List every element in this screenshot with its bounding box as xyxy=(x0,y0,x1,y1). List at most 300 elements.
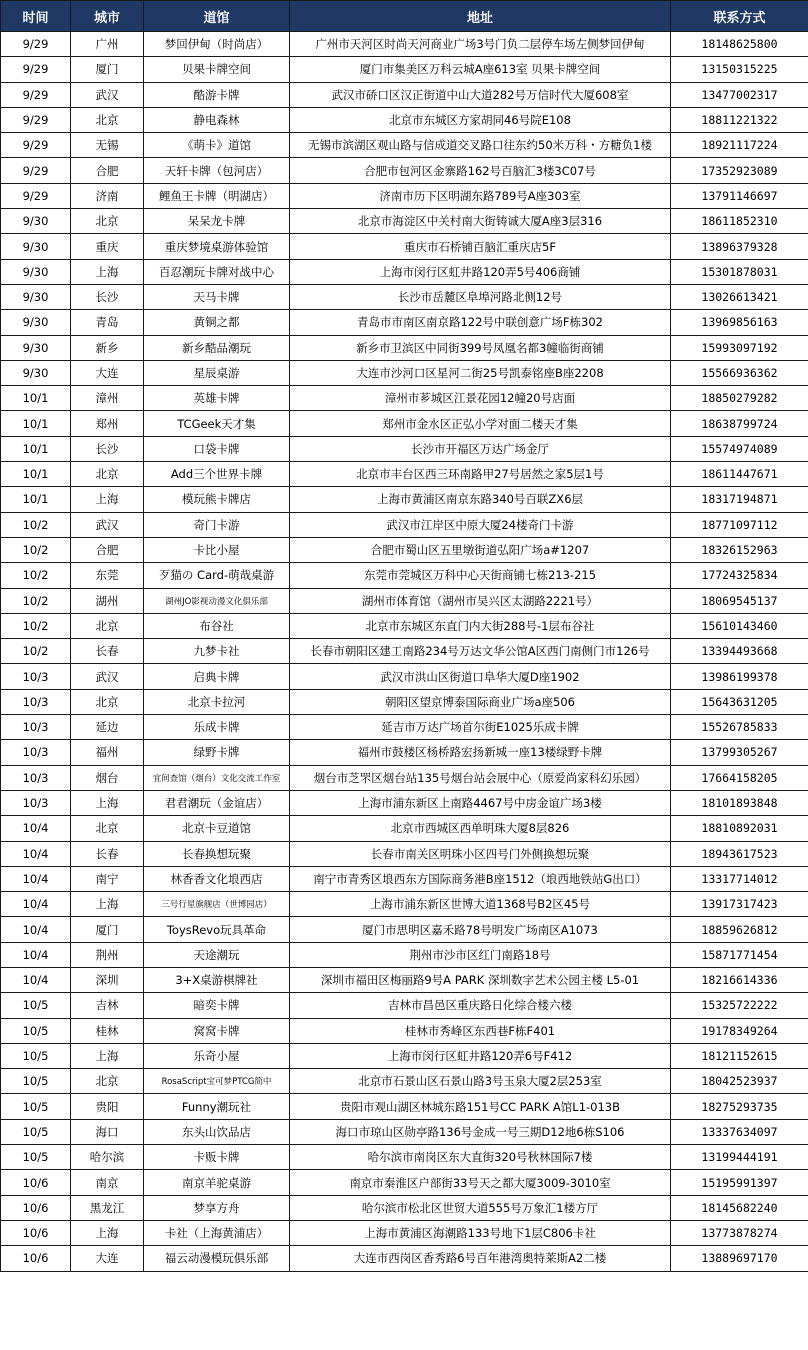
cell-date: 9/29 xyxy=(1,32,71,57)
cell-city: 武汉 xyxy=(71,512,144,537)
table-row xyxy=(1,1195,808,1220)
cell-phone: 18921117224 xyxy=(671,133,808,158)
cell-date: 10/6 xyxy=(1,1170,71,1195)
table-row xyxy=(1,436,808,461)
table-row xyxy=(1,462,808,487)
table-row xyxy=(1,1145,808,1170)
cell-venue: 三号行星旗舰店（世博园店） xyxy=(144,892,290,917)
cell-address: 长沙市岳麓区阜埠河路北侧12号 xyxy=(290,284,671,309)
header-address: 地址 xyxy=(290,1,671,32)
cell-city: 北京 xyxy=(71,107,144,132)
table-row xyxy=(1,841,808,866)
cell-address: 合肥市蜀山区五里墩街道弘阳广场a#1207 xyxy=(290,537,671,562)
cell-address: 荆州市沙市区红门南路18号 xyxy=(290,942,671,967)
cell-city: 合肥 xyxy=(71,537,144,562)
cell-phone: 13773878274 xyxy=(671,1220,808,1245)
cell-phone: 18810892031 xyxy=(671,816,808,841)
cell-venue: 重庆梦境桌游体验馆 xyxy=(144,234,290,259)
cell-phone: 13150315225 xyxy=(671,57,808,82)
cell-venue: 天途潮玩 xyxy=(144,942,290,967)
cell-phone: 15566936362 xyxy=(671,360,808,385)
header-date: 时间 xyxy=(1,1,71,32)
table-row xyxy=(1,158,808,183)
cell-city: 北京 xyxy=(71,209,144,234)
cell-address: 深圳市福田区梅丽路9号A PARK 深圳数字艺术公园主楼 L5-01 xyxy=(290,967,671,992)
cell-venue: 天轩卡牌（包河店） xyxy=(144,158,290,183)
cell-phone: 13477002317 xyxy=(671,82,808,107)
table-row xyxy=(1,537,808,562)
cell-city: 北京 xyxy=(71,462,144,487)
cell-date: 10/2 xyxy=(1,537,71,562)
table-row xyxy=(1,234,808,259)
table-row xyxy=(1,1043,808,1068)
cell-date: 9/29 xyxy=(1,183,71,208)
cell-city: 厦门 xyxy=(71,57,144,82)
cell-city: 海口 xyxy=(71,1119,144,1144)
table-row xyxy=(1,866,808,891)
cell-phone: 18148625800 xyxy=(671,32,808,57)
cell-date: 10/5 xyxy=(1,1119,71,1144)
table-row xyxy=(1,613,808,638)
cell-address: 武汉市硚口区汉正街道中山大道282号万信时代大厦608室 xyxy=(290,82,671,107)
cell-phone: 17352923089 xyxy=(671,158,808,183)
cell-address: 北京市丰台区西三环南路甲27号居然之家5层1号 xyxy=(290,462,671,487)
cell-city: 武汉 xyxy=(71,82,144,107)
cell-date: 10/3 xyxy=(1,790,71,815)
cell-phone: 18638799724 xyxy=(671,411,808,436)
table-row xyxy=(1,942,808,967)
header-city: 城市 xyxy=(71,1,144,32)
cell-venue: Funny潮玩社 xyxy=(144,1094,290,1119)
table-row xyxy=(1,740,808,765)
cell-phone: 19178349264 xyxy=(671,1018,808,1043)
cell-city: 长沙 xyxy=(71,436,144,461)
cell-phone: 18069545137 xyxy=(671,588,808,613)
cell-city: 桂林 xyxy=(71,1018,144,1043)
cell-venue: 九梦卡社 xyxy=(144,639,290,664)
cell-city: 深圳 xyxy=(71,967,144,992)
cell-venue: 星辰桌游 xyxy=(144,360,290,385)
table-body xyxy=(1,32,808,1272)
cell-venue: 暗奕卡牌 xyxy=(144,993,290,1018)
cell-date: 10/3 xyxy=(1,664,71,689)
cell-date: 9/29 xyxy=(1,107,71,132)
cell-date: 9/30 xyxy=(1,284,71,309)
cell-date: 9/29 xyxy=(1,158,71,183)
cell-city: 北京 xyxy=(71,816,144,841)
cell-phone: 15610143460 xyxy=(671,613,808,638)
cell-venue: ToysRevo玩具革命 xyxy=(144,917,290,942)
cell-address: 北京市西城区西单明珠大厦8层826 xyxy=(290,816,671,841)
cell-phone: 13394493668 xyxy=(671,639,808,664)
cell-address: 青岛市市南区南京路122号中联创意广场F栋302 xyxy=(290,310,671,335)
table-row xyxy=(1,1246,808,1271)
cell-venue: 乐成卡牌 xyxy=(144,715,290,740)
table-row xyxy=(1,335,808,360)
table-row xyxy=(1,563,808,588)
cell-date: 9/29 xyxy=(1,133,71,158)
cell-date: 9/29 xyxy=(1,82,71,107)
cell-phone: 18850279282 xyxy=(671,386,808,411)
cell-date: 10/4 xyxy=(1,942,71,967)
cell-date: 10/5 xyxy=(1,1018,71,1043)
cell-address: 北京市石景山区石景山路3号玉泉大厦2层253室 xyxy=(290,1069,671,1094)
cell-phone: 13917317423 xyxy=(671,892,808,917)
cell-address: 漳州市芗城区江景花园12幢20号店面 xyxy=(290,386,671,411)
header-row xyxy=(1,1,808,32)
cell-phone: 13791146697 xyxy=(671,183,808,208)
cell-address: 重庆市石桥铺百脑汇重庆店5F xyxy=(290,234,671,259)
cell-venue: 布谷社 xyxy=(144,613,290,638)
table-row xyxy=(1,284,808,309)
cell-city: 上海 xyxy=(71,487,144,512)
cell-date: 10/4 xyxy=(1,917,71,942)
cell-address: 厦门市思明区嘉禾路78号明发广场南区A1073 xyxy=(290,917,671,942)
cell-phone: 13969856163 xyxy=(671,310,808,335)
cell-phone: 15325722222 xyxy=(671,993,808,1018)
table-row xyxy=(1,1119,808,1144)
cell-venue: RosaScript宝可梦PTCG简中 xyxy=(144,1069,290,1094)
cell-address: 长春市朝阳区建工南路234号万达文华公馆A区西门南侧门市126号 xyxy=(290,639,671,664)
cell-venue: 卡贩卡牌 xyxy=(144,1145,290,1170)
cell-venue: 歹猫の Card-萌哉桌游 xyxy=(144,563,290,588)
cell-venue: 梦享方舟 xyxy=(144,1195,290,1220)
cell-city: 重庆 xyxy=(71,234,144,259)
cell-city: 合肥 xyxy=(71,158,144,183)
cell-phone: 15993097192 xyxy=(671,335,808,360)
table-row xyxy=(1,360,808,385)
cell-phone: 13889697170 xyxy=(671,1246,808,1271)
cell-date: 10/5 xyxy=(1,1145,71,1170)
cell-address: 广州市天河区时尚天河商业广场3号门负二层停车场左侧梦回伊甸 xyxy=(290,32,671,57)
cell-address: 上海市浦东新区上南路4467号中房金谊广场3楼 xyxy=(290,790,671,815)
cell-date: 10/6 xyxy=(1,1195,71,1220)
cell-date: 10/5 xyxy=(1,993,71,1018)
cell-city: 长沙 xyxy=(71,284,144,309)
table-row xyxy=(1,82,808,107)
cell-city: 上海 xyxy=(71,790,144,815)
cell-venue: 呆呆龙卡牌 xyxy=(144,209,290,234)
cell-venue: TCGeek天才集 xyxy=(144,411,290,436)
cell-address: 上海市闵行区虹井路120弄6号F412 xyxy=(290,1043,671,1068)
cell-phone: 18101893848 xyxy=(671,790,808,815)
cell-venue: 湖州JO影视动漫文化俱乐部 xyxy=(144,588,290,613)
cell-venue: 梦回伊甸（时尚店） xyxy=(144,32,290,57)
cell-phone: 18943617523 xyxy=(671,841,808,866)
cell-city: 大连 xyxy=(71,1246,144,1271)
cell-date: 10/4 xyxy=(1,866,71,891)
cell-address: 新乡市卫滨区中同街399号凤凰名都3幢临街商铺 xyxy=(290,335,671,360)
cell-phone: 15871771454 xyxy=(671,942,808,967)
cell-address: 武汉市江岸区中原大厦24楼奇门卡游 xyxy=(290,512,671,537)
cell-date: 10/1 xyxy=(1,436,71,461)
cell-venue: 绿野卡牌 xyxy=(144,740,290,765)
cell-date: 10/6 xyxy=(1,1220,71,1245)
cell-venue: 启典卡牌 xyxy=(144,664,290,689)
cell-venue: 《萌卡》道馆 xyxy=(144,133,290,158)
cell-address: 长沙市开福区万达广场金厅 xyxy=(290,436,671,461)
cell-city: 郑州 xyxy=(71,411,144,436)
cell-venue: 乐奇小屋 xyxy=(144,1043,290,1068)
table-row xyxy=(1,993,808,1018)
cell-address: 南京市秦淮区户部街33号天之都大厦3009-3010室 xyxy=(290,1170,671,1195)
cell-venue: 口袋卡牌 xyxy=(144,436,290,461)
cell-venue: 百忍潮玩卡牌对战中心 xyxy=(144,259,290,284)
cell-city: 长春 xyxy=(71,639,144,664)
cell-city: 上海 xyxy=(71,892,144,917)
cell-venue: 新乡酷品潮玩 xyxy=(144,335,290,360)
cell-address: 济南市历下区明湖东路789号A座303室 xyxy=(290,183,671,208)
cell-date: 10/3 xyxy=(1,740,71,765)
cell-address: 大连市沙河口区星河二街25号凯泰铭座B座2208 xyxy=(290,360,671,385)
cell-phone: 18042523937 xyxy=(671,1069,808,1094)
table-row xyxy=(1,790,808,815)
cell-phone: 17664158205 xyxy=(671,765,808,790)
table-row xyxy=(1,411,808,436)
cell-date: 10/4 xyxy=(1,967,71,992)
cell-city: 广州 xyxy=(71,32,144,57)
cell-city: 北京 xyxy=(71,613,144,638)
table-row xyxy=(1,57,808,82)
header-venue: 道馆 xyxy=(144,1,290,32)
cell-city: 北京 xyxy=(71,1069,144,1094)
cell-date: 10/1 xyxy=(1,462,71,487)
cell-date: 10/4 xyxy=(1,892,71,917)
cell-phone: 13317714012 xyxy=(671,866,808,891)
cell-address: 湖州市体育馆（湖州市吴兴区太湖路2221号） xyxy=(290,588,671,613)
cell-venue: 林香香文化埌西店 xyxy=(144,866,290,891)
cell-venue: 鲤鱼王卡牌（明湖店） xyxy=(144,183,290,208)
cell-venue: 南京羊驼桌游 xyxy=(144,1170,290,1195)
table-row xyxy=(1,1220,808,1245)
cell-address: 朝阳区望京博泰国际商业广场a座506 xyxy=(290,689,671,714)
cell-city: 长春 xyxy=(71,841,144,866)
table-row xyxy=(1,917,808,942)
cell-venue: 卡比小屋 xyxy=(144,537,290,562)
cell-date: 10/1 xyxy=(1,487,71,512)
cell-venue: 北京卡拉河 xyxy=(144,689,290,714)
cell-address: 东莞市莞城区万科中心天街商铺七栋213-215 xyxy=(290,563,671,588)
cell-address: 武汉市洪山区街道口阜华大厦D座1902 xyxy=(290,664,671,689)
cell-phone: 17724325834 xyxy=(671,563,808,588)
cell-phone: 18811221322 xyxy=(671,107,808,132)
cell-city: 厦门 xyxy=(71,917,144,942)
cell-address: 上海市黄浦区南京东路340号百联ZX6层 xyxy=(290,487,671,512)
cell-city: 上海 xyxy=(71,1220,144,1245)
cell-venue: 静电森林 xyxy=(144,107,290,132)
cell-date: 9/30 xyxy=(1,234,71,259)
cell-phone: 18859626812 xyxy=(671,917,808,942)
cell-city: 上海 xyxy=(71,259,144,284)
cell-phone: 13799305267 xyxy=(671,740,808,765)
cell-address: 南宁市青秀区埌西东方国际商务港B座1512（埌西地铁站G出口） xyxy=(290,866,671,891)
table-row xyxy=(1,1018,808,1043)
cell-venue: 北京卡豆道馆 xyxy=(144,816,290,841)
cell-city: 东莞 xyxy=(71,563,144,588)
cell-address: 北京市东城区方家胡同46号院E108 xyxy=(290,107,671,132)
cell-address: 上海市浦东新区世博大道1368号B2区45号 xyxy=(290,892,671,917)
cell-venue: 东头山饮品店 xyxy=(144,1119,290,1144)
cell-address: 无锡市滨湖区观山路与信成道交叉路口往东约50米万科・方糖负1楼 xyxy=(290,133,671,158)
cell-address: 合肥市包河区金寨路162号百脑汇3楼3C07号 xyxy=(290,158,671,183)
cell-address: 北京市海淀区中关村南大街铸诚大厦A座3层316 xyxy=(290,209,671,234)
cell-city: 青岛 xyxy=(71,310,144,335)
cell-phone: 15643631205 xyxy=(671,689,808,714)
cell-city: 无锡 xyxy=(71,133,144,158)
cell-address: 长春市南关区明珠小区四号门外侧换想玩聚 xyxy=(290,841,671,866)
cell-phone: 18275293735 xyxy=(671,1094,808,1119)
cell-address: 厦门市集美区万科云城A座613室 贝果卡牌空间 xyxy=(290,57,671,82)
cell-city: 荆州 xyxy=(71,942,144,967)
cell-venue: 英雄卡牌 xyxy=(144,386,290,411)
cell-address: 哈尔滨市松北区世贸大道555号万象汇1楼方厅 xyxy=(290,1195,671,1220)
cell-phone: 15195991397 xyxy=(671,1170,808,1195)
table-row xyxy=(1,1069,808,1094)
cell-date: 10/2 xyxy=(1,512,71,537)
cell-phone: 13199444191 xyxy=(671,1145,808,1170)
table-row xyxy=(1,816,808,841)
table-row xyxy=(1,1094,808,1119)
cell-date: 10/2 xyxy=(1,588,71,613)
cell-date: 10/2 xyxy=(1,563,71,588)
cell-venue: Add三个世界卡牌 xyxy=(144,462,290,487)
cell-city: 大连 xyxy=(71,360,144,385)
cell-venue: 模玩熊卡牌店 xyxy=(144,487,290,512)
cell-phone: 18611447671 xyxy=(671,462,808,487)
cell-city: 哈尔滨 xyxy=(71,1145,144,1170)
cell-city: 吉林 xyxy=(71,993,144,1018)
cell-city: 南宁 xyxy=(71,866,144,891)
cell-city: 新乡 xyxy=(71,335,144,360)
cell-address: 上海市闵行区虹井路120弄5号406商铺 xyxy=(290,259,671,284)
cell-venue: 窝窝卡牌 xyxy=(144,1018,290,1043)
cell-phone: 18121152615 xyxy=(671,1043,808,1068)
cell-date: 10/5 xyxy=(1,1094,71,1119)
cell-date: 10/1 xyxy=(1,386,71,411)
table-row xyxy=(1,487,808,512)
table-row xyxy=(1,259,808,284)
cell-venue: 宜间查馆（烟台）文化交流工作室 xyxy=(144,765,290,790)
cell-address: 贵阳市观山湖区林城东路151号CC PARK A馆L1-013B xyxy=(290,1094,671,1119)
cell-date: 10/3 xyxy=(1,715,71,740)
table-row xyxy=(1,1170,808,1195)
cell-city: 湖州 xyxy=(71,588,144,613)
cell-city: 贵阳 xyxy=(71,1094,144,1119)
cell-date: 9/30 xyxy=(1,209,71,234)
cell-phone: 13337634097 xyxy=(671,1119,808,1144)
cell-address: 海口市琼山区勋亭路136号金成一号三期D12地6栋S106 xyxy=(290,1119,671,1144)
cell-venue: 贝果卡牌空间 xyxy=(144,57,290,82)
cell-city: 漳州 xyxy=(71,386,144,411)
cell-phone: 15526785833 xyxy=(671,715,808,740)
table-row xyxy=(1,765,808,790)
cell-venue: 奇门卡游 xyxy=(144,512,290,537)
cell-address: 北京市东城区东直门内大街288号-1层布谷社 xyxy=(290,613,671,638)
cell-phone: 18317194871 xyxy=(671,487,808,512)
table-row xyxy=(1,664,808,689)
header-phone: 联系方式 xyxy=(671,1,808,32)
cell-date: 10/2 xyxy=(1,639,71,664)
cell-date: 10/1 xyxy=(1,411,71,436)
cell-address: 延吉市万达广场首尔街E1025乐成卡牌 xyxy=(290,715,671,740)
table-row xyxy=(1,133,808,158)
cell-date: 10/3 xyxy=(1,765,71,790)
table-row xyxy=(1,967,808,992)
cell-date: 10/4 xyxy=(1,841,71,866)
cell-date: 10/5 xyxy=(1,1069,71,1094)
cell-date: 9/30 xyxy=(1,360,71,385)
cell-date: 10/4 xyxy=(1,816,71,841)
cell-address: 烟台市芝罘区烟台站135号烟台站会展中心（原爱尚家科幻乐园） xyxy=(290,765,671,790)
cell-city: 烟台 xyxy=(71,765,144,790)
cell-phone: 13896379328 xyxy=(671,234,808,259)
cell-venue: 酷游卡牌 xyxy=(144,82,290,107)
table-row xyxy=(1,107,808,132)
cell-phone: 13986199378 xyxy=(671,664,808,689)
cell-date: 9/29 xyxy=(1,57,71,82)
table-row xyxy=(1,689,808,714)
table-row xyxy=(1,639,808,664)
table-row xyxy=(1,310,808,335)
table-row xyxy=(1,512,808,537)
table-row xyxy=(1,209,808,234)
cell-address: 福州市鼓楼区杨桥路宏扬新城一座13楼绿野卡牌 xyxy=(290,740,671,765)
cell-phone: 15574974089 xyxy=(671,436,808,461)
cell-address: 吉林市昌邑区重庆路日化综合楼六楼 xyxy=(290,993,671,1018)
cell-date: 9/30 xyxy=(1,259,71,284)
cell-city: 武汉 xyxy=(71,664,144,689)
cell-address: 大连市西岗区香秀路6号百年港湾奥特莱斯A2二楼 xyxy=(290,1246,671,1271)
cell-date: 10/2 xyxy=(1,613,71,638)
cell-city: 济南 xyxy=(71,183,144,208)
table-row xyxy=(1,183,808,208)
cell-venue: 卡社（上海黄浦店） xyxy=(144,1220,290,1245)
cell-date: 9/30 xyxy=(1,310,71,335)
cell-phone: 18771097112 xyxy=(671,512,808,537)
cell-phone: 18611852310 xyxy=(671,209,808,234)
cell-city: 北京 xyxy=(71,689,144,714)
cell-phone: 18326152963 xyxy=(671,537,808,562)
cell-venue: 黄铜之都 xyxy=(144,310,290,335)
cell-address: 桂林市秀峰区东西巷F栋F401 xyxy=(290,1018,671,1043)
cell-venue: 长春换想玩聚 xyxy=(144,841,290,866)
cell-venue: 福云动漫模玩俱乐部 xyxy=(144,1246,290,1271)
cell-venue: 君君潮玩（金谊店） xyxy=(144,790,290,815)
table-row xyxy=(1,715,808,740)
cell-address: 上海市黄浦区海潮路133号地下1层C806卡社 xyxy=(290,1220,671,1245)
cell-phone: 15301878031 xyxy=(671,259,808,284)
cell-city: 南京 xyxy=(71,1170,144,1195)
table-row xyxy=(1,32,808,57)
cell-city: 上海 xyxy=(71,1043,144,1068)
table-row xyxy=(1,588,808,613)
cell-phone: 18145682240 xyxy=(671,1195,808,1220)
cell-venue: 天马卡牌 xyxy=(144,284,290,309)
cell-city: 延边 xyxy=(71,715,144,740)
cell-date: 10/6 xyxy=(1,1246,71,1271)
table-row xyxy=(1,892,808,917)
cell-address: 郑州市金水区正弘小学对面二楼天才集 xyxy=(290,411,671,436)
cell-date: 10/5 xyxy=(1,1043,71,1068)
cell-date: 10/3 xyxy=(1,689,71,714)
cell-date: 9/30 xyxy=(1,335,71,360)
cell-address: 哈尔滨市南岗区东大直街320号秋林国际7楼 xyxy=(290,1145,671,1170)
cell-phone: 13026613421 xyxy=(671,284,808,309)
cell-city: 福州 xyxy=(71,740,144,765)
table-row xyxy=(1,386,808,411)
cell-venue: 3+X桌游棋牌社 xyxy=(144,967,290,992)
cell-phone: 18216614336 xyxy=(671,967,808,992)
